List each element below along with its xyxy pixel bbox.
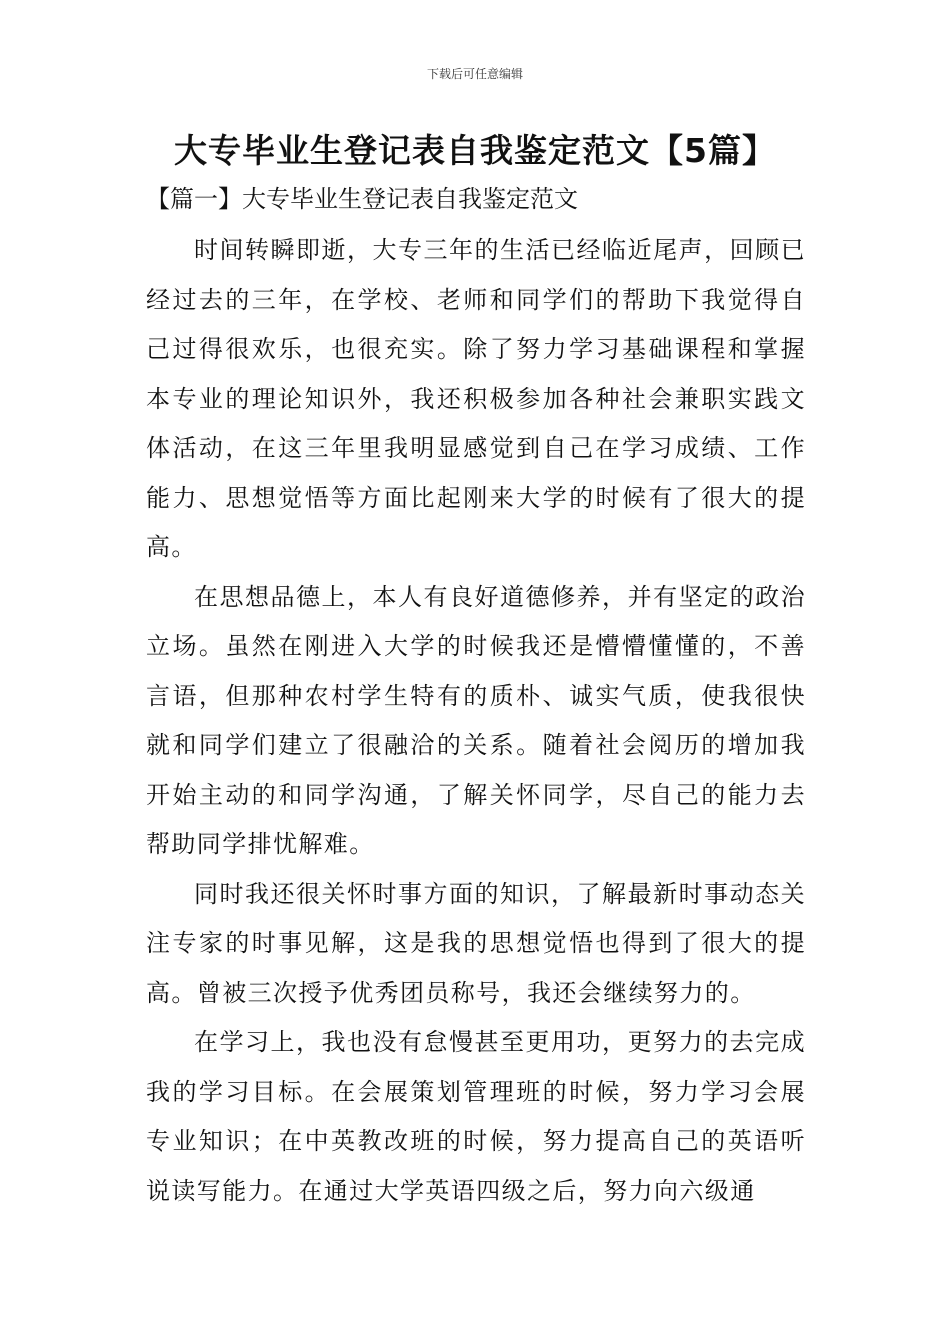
paragraph: 同时我还很关怀时事方面的知识，了解最新时事动态关注专家的时事见解，这是我的思想觉悟也得到了很大的提高。曾被三次授予优秀团员称号，我还会继续努力的。	[146, 879, 806, 1007]
body-text	[146, 226, 806, 1216]
document-title: 大专毕业生登记表自我鉴定范文【5篇】	[174, 131, 776, 170]
section-heading: 【篇一】大专毕业生登记表自我鉴定范文	[146, 185, 578, 213]
paragraph: 时间转瞬即逝，大专三年的生活已经临近尾声，回顾已经过去的三年，在学校、老师和同学们的帮助下我觉得自己过得很欢乐，也很充实。除了努力学习基础课程和掌握本专业的理论知识外，我还积极参加各种社会兼职实践文体活动，在这三年里我明显感觉到自己在学习成绩、工作能力、思想觉悟等方面比起刚来大学的时候有了很大的提高。	[146, 236, 806, 561]
header-note: 下载后可任意编辑	[426, 67, 523, 81]
paragraph: 在学习上，我也没有怠慢甚至更用功，更努力的去完成我的学习目标。在会展策划管理班的时候，努力学习会展专业知识；在中英教改班的时候，努力提高自己的英语听说读写能力。在通过大学英语四级之后，努力向六级通	[146, 1028, 806, 1205]
paragraph: 在思想品德上，本人有良好道德修养，并有坚定的政治立场。虽然在刚进入大学的时候我还是懵懵懂懂的，不善言语，但那种农村学生特有的质朴、诚实气质，使我很快就和同学们建立了很融洽的关系。随着社会阅历的增加我开始主动的和同学沟通，了解关怀同学，尽自己的能力去帮助同学排忧解难。	[146, 582, 806, 858]
